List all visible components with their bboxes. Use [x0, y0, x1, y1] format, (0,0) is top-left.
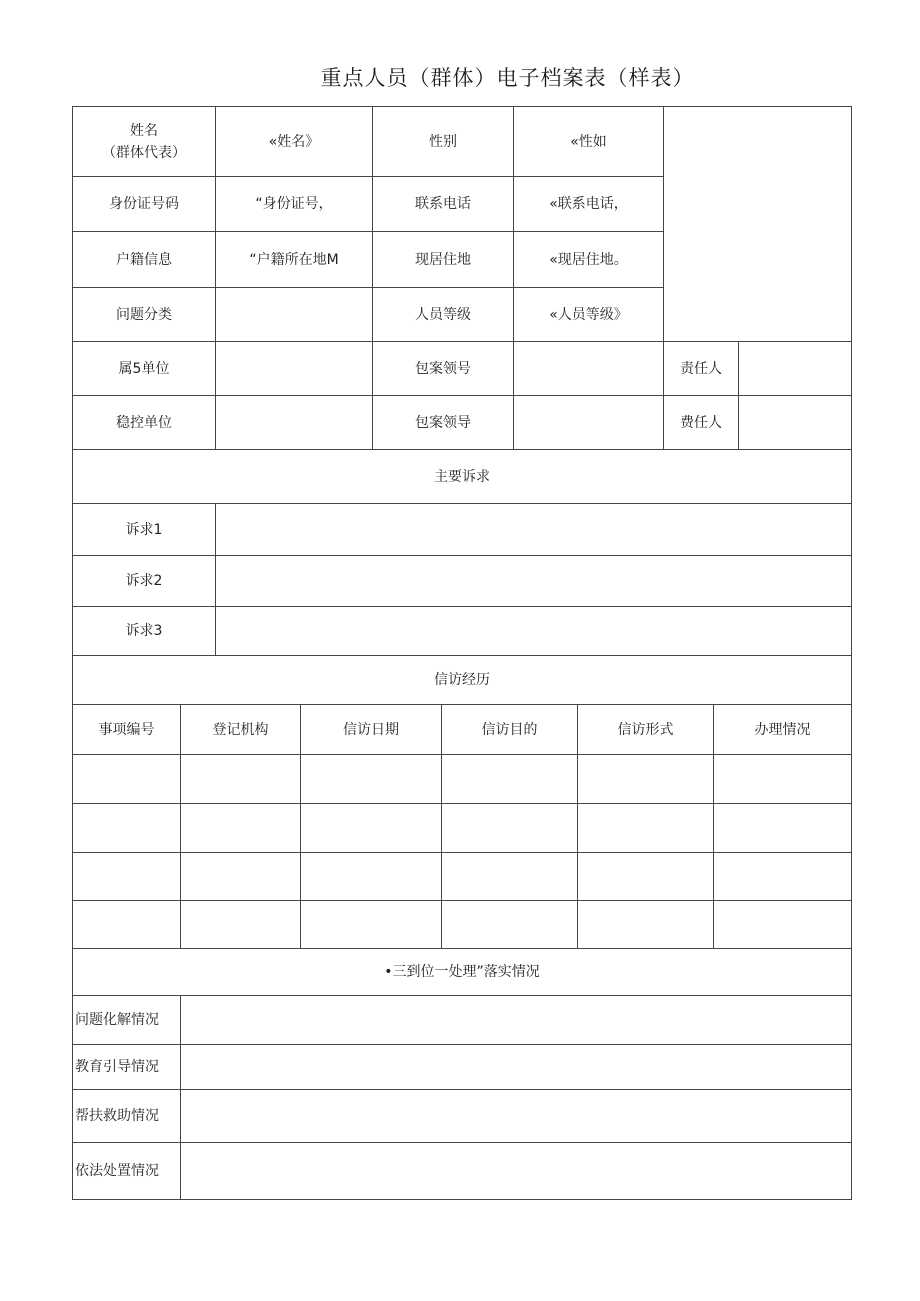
col-handling-status: 办理情况 — [714, 705, 851, 755]
responsible-label-1: 责任人 — [664, 342, 739, 396]
name-label-line1: 姓名 — [130, 122, 158, 139]
petition-section-header: 信访经历 — [73, 656, 851, 705]
name-value[interactable]: «姓名》 — [216, 107, 373, 177]
petition-cell[interactable] — [442, 755, 578, 804]
col-registration-agency: 登记机构 — [181, 705, 301, 755]
appeals-section-header: 主要诉求 — [73, 450, 851, 504]
petition-cell[interactable] — [181, 901, 301, 949]
petition-cell[interactable] — [578, 804, 714, 853]
stability-unit-label: 稳控单位 — [73, 396, 216, 450]
legal-handling-label: 依法处置情况 — [73, 1143, 181, 1199]
petition-cell[interactable] — [301, 755, 442, 804]
petition-cell[interactable] — [73, 901, 181, 949]
petition-cell[interactable] — [442, 901, 578, 949]
case-leader-label-1: 包案领号 — [373, 342, 514, 396]
petition-cell[interactable] — [181, 755, 301, 804]
phone-value[interactable]: «联系电话， — [514, 177, 664, 232]
petition-cell[interactable] — [578, 901, 714, 949]
implementation-section-header: •三到位一处理”落实情况 — [73, 949, 851, 996]
photo-area — [664, 107, 851, 342]
level-value[interactable]: «人员等级》 — [514, 288, 664, 342]
responsible-value-1[interactable] — [739, 342, 851, 396]
residence-label: 现居住地 — [373, 232, 514, 288]
gender-label: 性别 — [373, 107, 514, 177]
level-label: 人员等级 — [373, 288, 514, 342]
unit-value[interactable] — [216, 342, 373, 396]
appeal-1-value[interactable] — [216, 504, 851, 556]
responsible-label-2: 费任人 — [664, 396, 739, 450]
gender-value[interactable]: «性如 — [514, 107, 664, 177]
assistance-label: 帮扶救助情况 — [73, 1090, 181, 1143]
name-label-line2: （群体代表） — [102, 144, 186, 161]
col-item-number: 事项编号 — [73, 705, 181, 755]
responsible-value-2[interactable] — [739, 396, 851, 450]
petition-cell[interactable] — [301, 804, 442, 853]
category-value[interactable] — [216, 288, 373, 342]
petition-cell[interactable] — [181, 853, 301, 901]
case-leader-value-1[interactable] — [514, 342, 664, 396]
col-petition-purpose: 信访目的 — [442, 705, 578, 755]
unit-label: 属5单位 — [73, 342, 216, 396]
case-leader-value-2[interactable] — [514, 396, 664, 450]
phone-label: 联系电话 — [373, 177, 514, 232]
petition-cell[interactable] — [714, 901, 851, 949]
education-label: 教育引导情况 — [73, 1045, 181, 1090]
education-value[interactable] — [181, 1045, 851, 1090]
archive-form-table — [72, 106, 852, 1200]
petition-cell[interactable] — [578, 755, 714, 804]
stability-unit-value[interactable] — [216, 396, 373, 450]
petition-cell[interactable] — [301, 901, 442, 949]
category-label: 问题分类 — [73, 288, 216, 342]
id-number-label: 身份证号码 — [73, 177, 216, 232]
petition-cell[interactable] — [73, 755, 181, 804]
appeal-1-label: 诉求1 — [73, 504, 216, 556]
appeal-2-label: 诉求2 — [73, 556, 216, 607]
household-label: 户籍信息 — [73, 232, 216, 288]
petition-cell[interactable] — [578, 853, 714, 901]
appeal-2-value[interactable] — [216, 556, 851, 607]
resolution-value[interactable] — [181, 996, 851, 1045]
petition-cell[interactable] — [181, 804, 301, 853]
petition-cell[interactable] — [442, 804, 578, 853]
petition-cell[interactable] — [73, 853, 181, 901]
petition-cell[interactable] — [714, 755, 851, 804]
petition-cell[interactable] — [714, 804, 851, 853]
col-petition-form: 信访形式 — [578, 705, 714, 755]
col-petition-date: 信访日期 — [301, 705, 442, 755]
residence-value[interactable]: «现居住地。 — [514, 232, 664, 288]
name-label-cell — [73, 107, 216, 177]
id-number-value[interactable]: “身份证号， — [216, 177, 373, 232]
petition-cell[interactable] — [73, 804, 181, 853]
resolution-label: 问题化解情况 — [73, 996, 181, 1045]
appeal-3-value[interactable] — [216, 607, 851, 656]
case-leader-label-2: 包案领导 — [373, 396, 514, 450]
appeal-3-label: 诉求3 — [73, 607, 216, 656]
form-title: 重点人员（群体）电子档案表（样表） — [320, 66, 695, 90]
petition-cell[interactable] — [714, 853, 851, 901]
assistance-value[interactable] — [181, 1090, 851, 1143]
petition-cell[interactable] — [301, 853, 442, 901]
legal-handling-value[interactable] — [181, 1143, 851, 1199]
household-value[interactable]: “户籍所在地M — [216, 232, 373, 288]
petition-cell[interactable] — [442, 853, 578, 901]
